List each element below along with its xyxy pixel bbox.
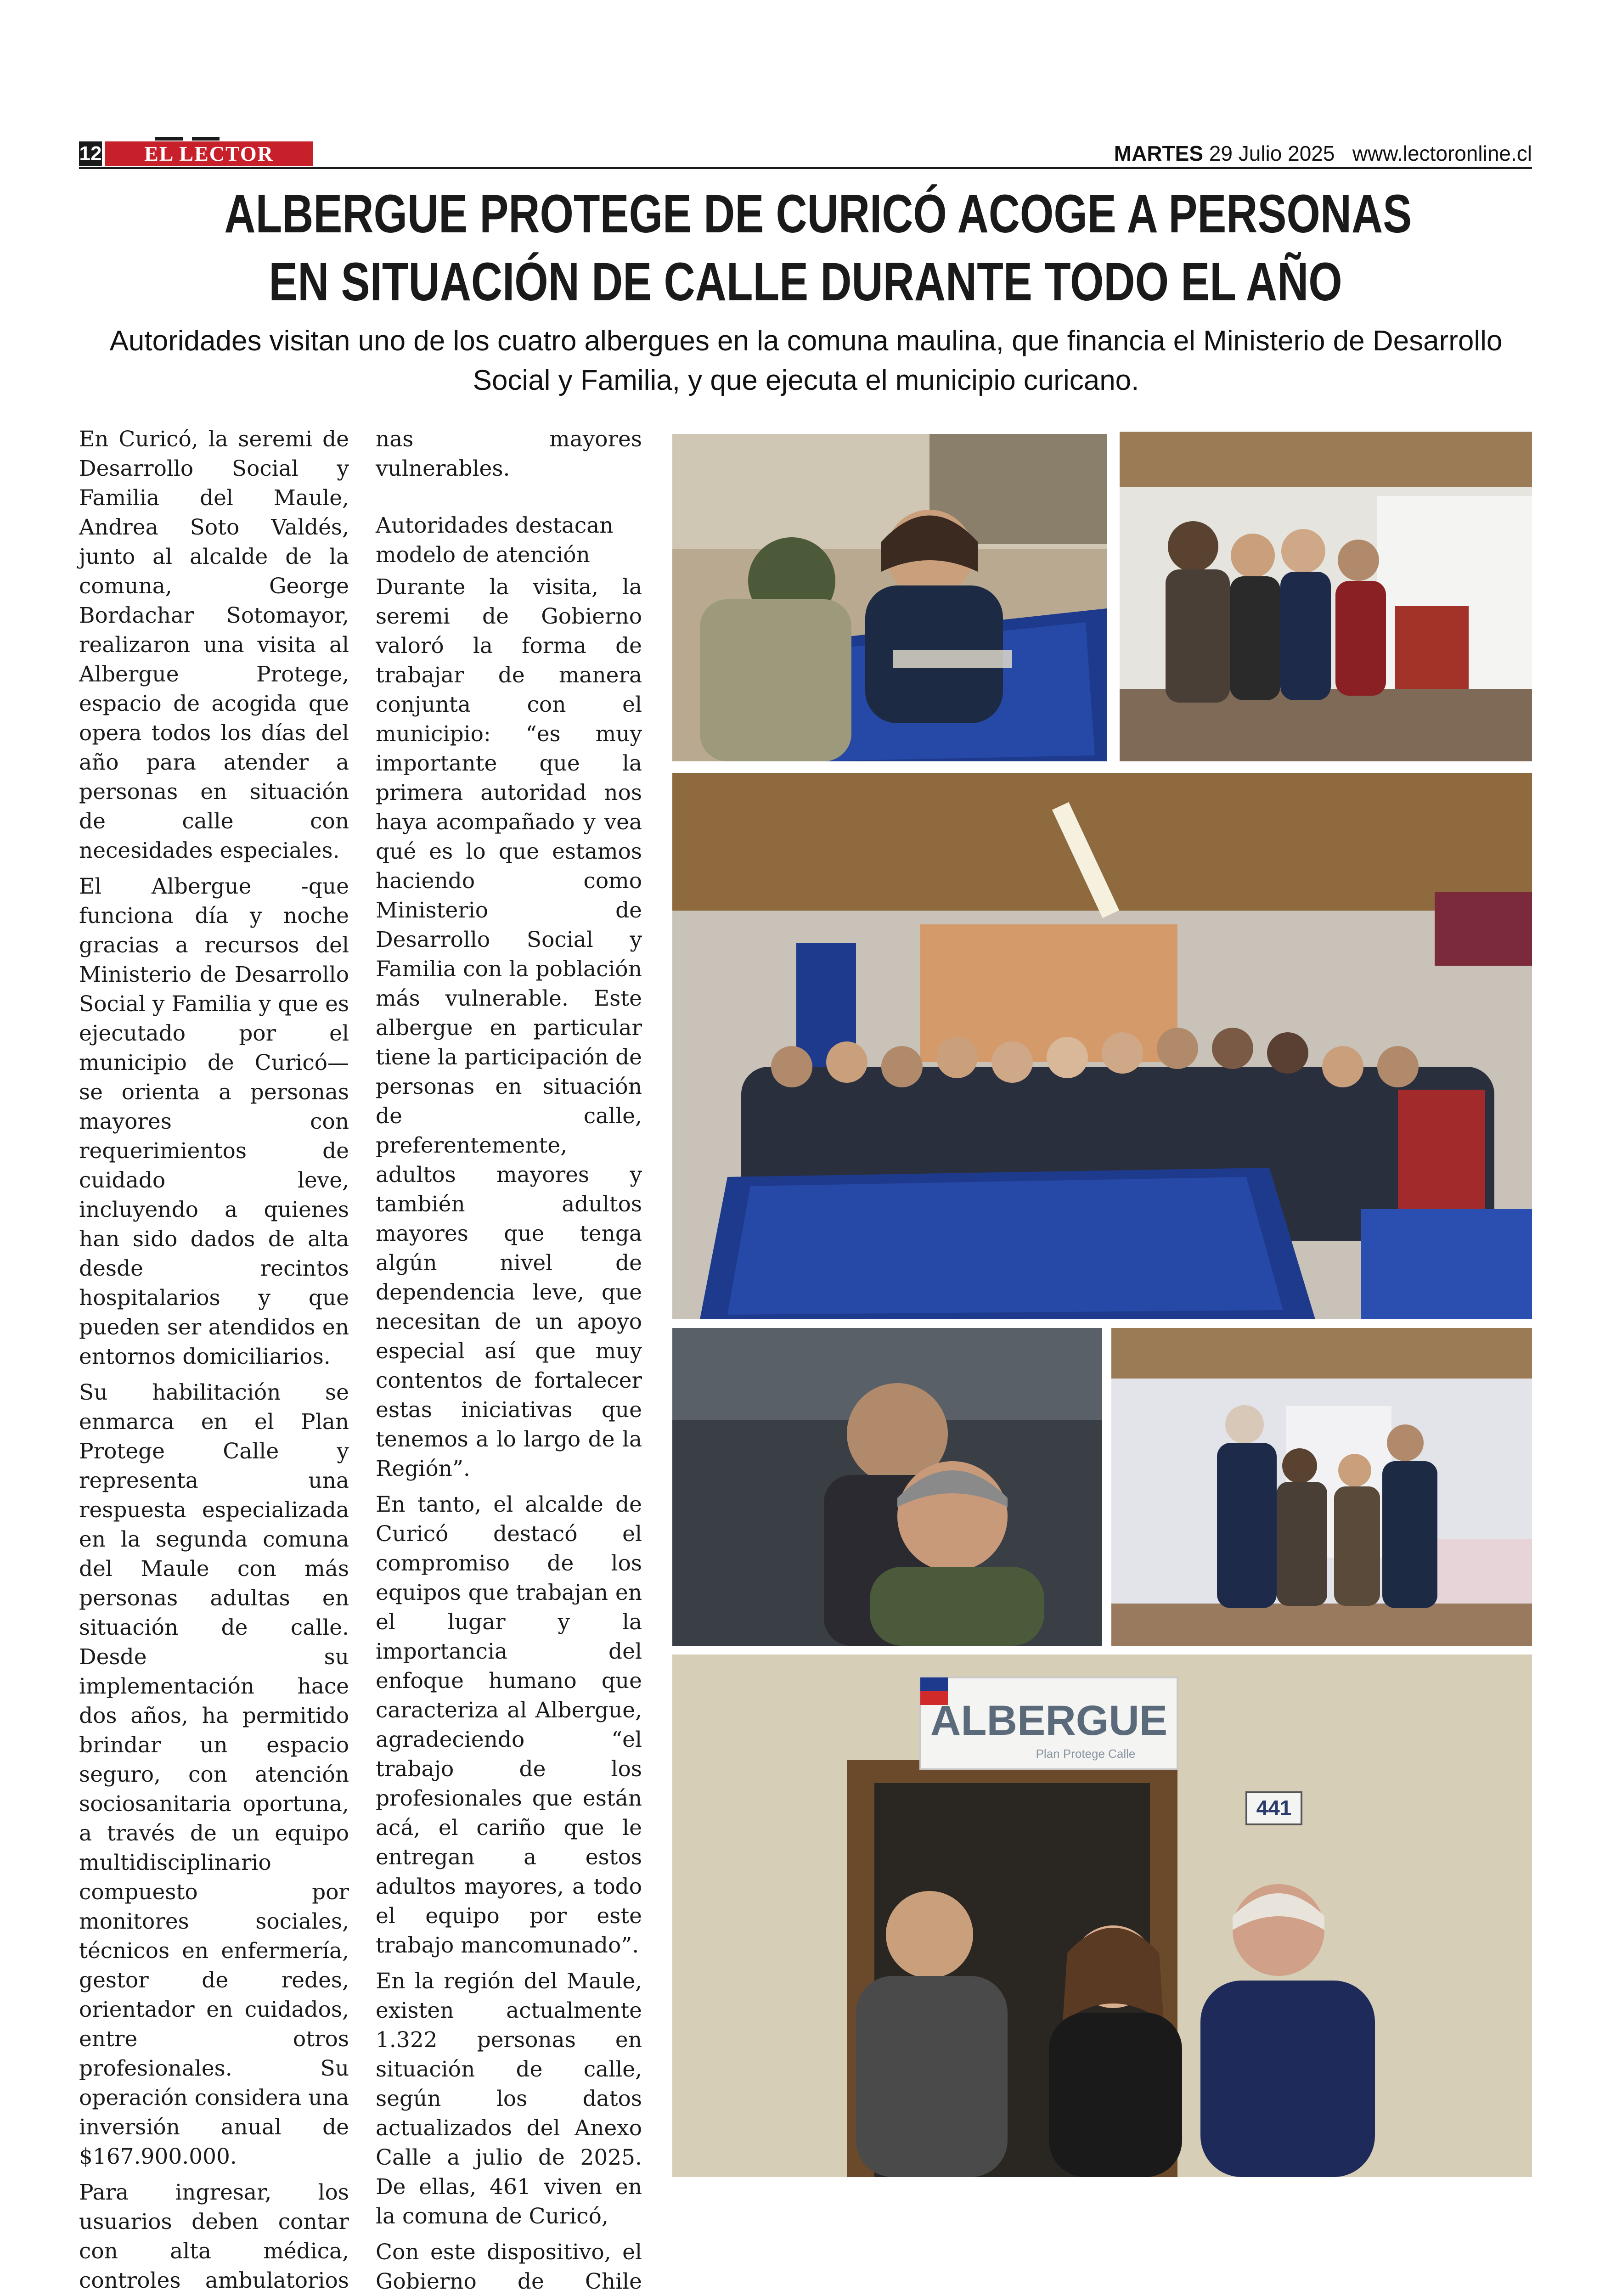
page-header [79,141,1532,169]
paragraph: Para ingresar, los usuarios deben contar con alta médica, controles ambulatorios [79,2180,349,2293]
subheadline: Autoridades visitan uno de los cuatro albergues en la comuna maulina, que financia el Ministerio de Desarrollo Social y Familia, y que ejecuta el municipio curicano. [109,325,1503,396]
photo-residents-at-table [672,434,1107,761]
text-column-2 [376,425,642,2296]
photo-visitors-in-bedroom [1111,1328,1532,1646]
sign-text: ALBERGUE [930,1697,1168,1744]
header-rule [79,167,1532,169]
section-subtitle: Autoridades destacan modelo de atención [376,513,614,568]
issue-date: 29 Julio 2025 [1209,141,1335,165]
photo-visitors-in-kitchen-image [1120,432,1532,761]
paragraph: En Curicó, la seremi de Desarrollo Social y Familia del Maule, Andrea Soto Valdés, junto al alcalde de la comuna, George Bordachar Sotomayor, realizaron una visita al Albergue Protege, espacio de acogida que opera todos los días del año para atender a personas en situación de calle con necesidades especiales. [79,427,349,863]
spacer [376,490,642,511]
photo-entrance-image [672,1654,1532,2177]
photo-residents-at-table-image [672,434,1107,761]
house-number: 441 [1256,1796,1292,1820]
paragraph: Su habilitación se enmarca en el Plan Protege Calle y representa una respuesta especializada en la segunda comuna del Maule con más personas adultas en situación de calle. Desde su implementación hace dos años, ha permitido brindar un espacio seguro, con atención sociosanitaria oportuna, a través de un equipo multidisciplinario compuesto por monitores sociales, técnicos en enfermería, gestor de redes, orientador en cuidados, entre otros profesionales. Su operación considera una inversión anual de $167.900.000. [79,1380,349,2169]
photo-entrance [672,1654,1532,2177]
paragraph: nas mayores vulnerables. [376,427,642,481]
paragraph: Durante la visita, la seremi de Gobierno valoró la forma de trabajar de manera conjunta con el municipio: “es muy importante que la primera autoridad nos haya acompañado y vea qué es lo que estamos haciendo como Ministerio de Desarrollo Social y Familia con la población más vulnerable. Este albergue en particular tiene la participación de personas en situación de calle, preferentemente, adultos mayores y también adultos mayores que tenga algún nivel de dependencia leve, que necesitan de un apoyo especial así que muy contentos de fortalecer estas iniciativas que tenemos a lo largo de la Región”. [376,574,642,1481]
text-column-1 [79,425,349,2296]
photo-visitors-in-kitchen [1120,432,1532,761]
page-number: 12 [79,141,102,166]
logo-ornament [155,137,183,141]
photo-seated-residents-image [672,1328,1102,1646]
sign-subtext: Plan Protege Calle [1036,1747,1136,1761]
headline-line-1: ALBERGUE PROTEGE DE CURICÓ ACOGE A PERSONAS [224,184,1412,244]
photo-seated-residents [672,1328,1102,1646]
paragraph: En la región del Maule, existen actualmente 1.322 personas en situación de calle, según los datos actualizados del Anexo Calle a julio de 2025. De ellas, 461 viven en la comuna de Curicó, [376,1969,642,2229]
masthead-logo [105,141,313,166]
paragraph: Con este dispositivo, el Gobierno de Chile [376,2240,642,2294]
photo-group [672,773,1532,1319]
dateline [1114,141,1532,166]
paragraph: El Albergue -que funciona día y noche gracias a recursos del Ministerio de Desarrollo Social y Familia y que es ejecutado por el municipio de Curicó— se orienta a personas mayores con requerimientos de cuidado leve, incluyendo a quienes han sido dados de alta desde recintos hospitalarios y que pueden ser atendidos en entornos domiciliarios. [79,874,349,1369]
photo-visitors-in-bedroom-image [1111,1328,1532,1646]
paragraph: En tanto, el alcalde de Curicó destacó el compromiso de los equipos que trabajan en el lugar y la importancia del enfoque humano que caracteriza al Albergue, agradeciendo “el trabajo de los profesionales que están acá, el cariño que le entregan a estos adultos mayores, a todo el equipo por este trabajo mancomunado”. [376,1492,642,1958]
website-link[interactable]: www.lectoronline.cl [1352,141,1532,165]
photo-group-image [672,773,1532,1319]
logo-ornament [192,137,220,141]
headline-line-2: EN SITUACIÓN DE CALLE DURANTE TODO EL AÑO [269,252,1342,312]
masthead-text: EL LECTOR [144,142,274,165]
weekday: MARTES [1114,141,1204,165]
headline [224,180,1412,316]
